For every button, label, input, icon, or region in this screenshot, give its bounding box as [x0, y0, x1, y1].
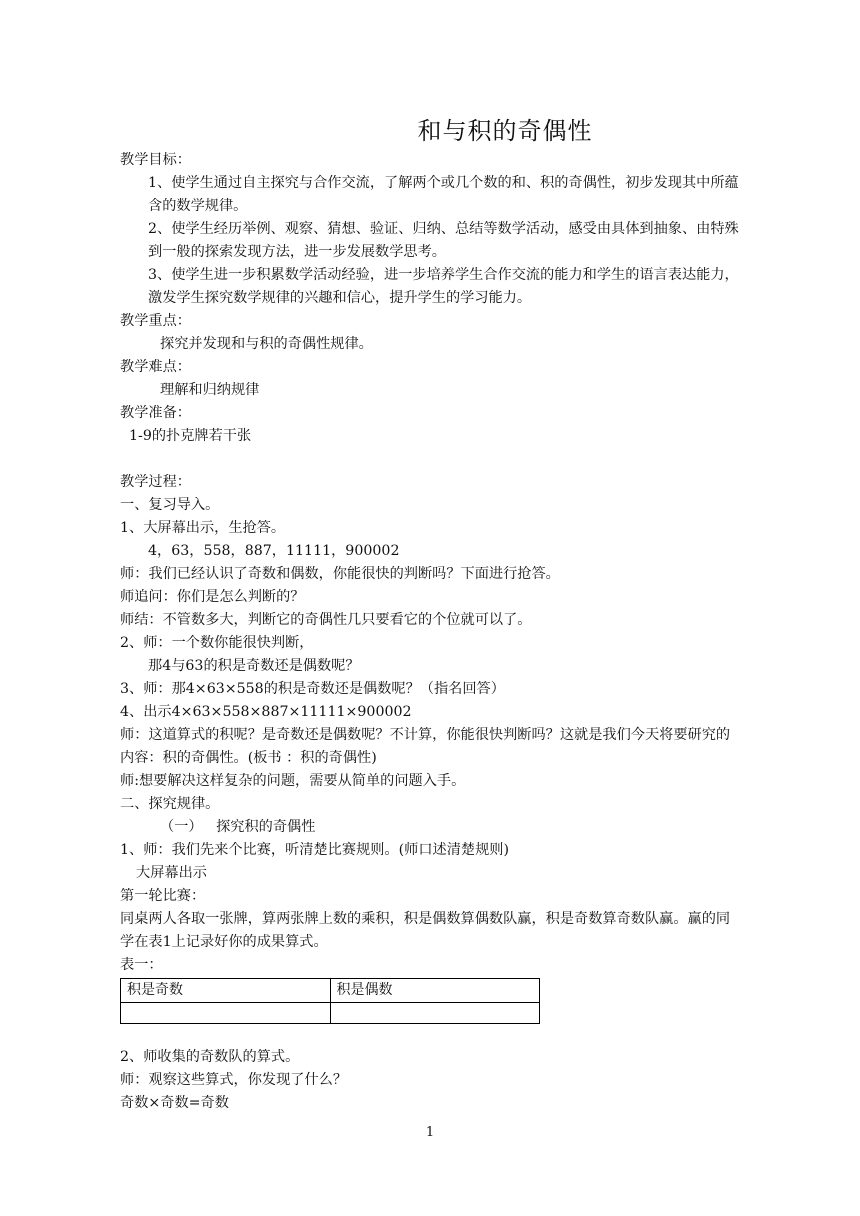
teacher-line-5: 师:想要解决这样复杂的问题，需要从简单的问题入手。 — [120, 773, 466, 789]
step-2-question: 那4与63的积是奇数还是偶数呢？ — [148, 658, 360, 674]
round-step-1: 1、师：我们先来个比赛，听清楚比赛规则。(师口述清楚规则) — [120, 842, 509, 858]
teacher-line-1: 师：我们已经认识了奇数和偶数，你能很快的判断吗？下面进行抢答。 — [120, 566, 560, 582]
difficulty-text: 理解和归纳规律 — [160, 382, 260, 398]
goal-2: 2、使学生经历举例、观察、猜想、验证、归纳、总结等数学活动，感受由具体到抽象、由特殊到一般的探索发现方法，进一步发展数学思考。 — [148, 221, 739, 260]
table-row — [121, 1003, 540, 1024]
page-title: 和与积的奇偶性 — [417, 117, 593, 145]
step-2: 2、师：一个数你能很快判断， — [120, 635, 314, 651]
difficulty-heading: 教学难点： — [120, 359, 191, 375]
blank-line — [120, 1024, 740, 1046]
prep-text: 1-9的扑克牌若干张 — [129, 428, 252, 444]
big-screen-note: 大屏幕出示 — [136, 865, 207, 881]
step-1: 1、大屏幕出示，生抢答。 — [120, 520, 286, 536]
section-2-heading: 二、探究规律。 — [120, 796, 220, 812]
teacher-line-4: 师：这道算式的积呢？是奇数还是偶数呢？不计算，你能很快判断吗？这就是我们今天将要研究的内容：积的奇偶性。(板书 ：积的奇偶性) — [120, 727, 731, 766]
document-body — [120, 149, 740, 1115]
goal-1: 1、使学生通过自主探究与合作交流，了解两个或几个数的和、积的奇偶性，初步发现其中所蕴含的数学规律。 — [148, 175, 739, 214]
goal-3: 3、使学生进一步积累数学活动经验，进一步培养学生合作交流的能力和学生的语言表达能力，激发学生探究数学规律的兴趣和信心，提升学生的学习能力。 — [148, 267, 739, 306]
step-3: 3、师：那4×63×558的积是奇数还是偶数呢？（指名回答） — [120, 681, 505, 697]
section-1-heading: 一、复习导入。 — [120, 497, 220, 513]
round-1-heading: 第一轮比赛： — [120, 888, 206, 904]
prep-heading: 教学准备： — [120, 405, 191, 421]
blank-line — [120, 448, 740, 471]
subsection-1-heading: （一） 探究积的奇偶性 — [160, 819, 316, 835]
round-step-2: 2、师收集的奇数队的算式。 — [120, 1049, 300, 1065]
key-heading: 教学重点： — [120, 313, 191, 329]
page-number: 1 — [425, 1125, 435, 1140]
table-header-odd: 积是奇数 — [121, 979, 331, 1003]
table-cell-empty — [121, 1003, 331, 1024]
table-label: 表一： — [120, 957, 163, 973]
table-row — [121, 979, 540, 1003]
teacher-line-2: 师追问：你们是怎么判断的？ — [120, 589, 305, 605]
rule-odd-times-odd: 奇数×奇数=奇数 — [120, 1095, 229, 1111]
record-table — [120, 978, 540, 1024]
goals-heading: 教学目标： — [120, 152, 191, 168]
step-4: 4、出示4×63×558×887×11111×900002 — [120, 704, 412, 720]
table-cell-empty — [330, 1003, 540, 1024]
process-heading: 教学过程： — [120, 474, 191, 490]
number-list: 4，63，558，887，11111，900002 — [148, 543, 400, 559]
key-text: 探究并发现和与积的奇偶性规律。 — [160, 336, 373, 352]
table-header-even: 积是偶数 — [330, 979, 540, 1003]
teacher-line-6: 师：观察这些算式，你发现了什么？ — [120, 1072, 348, 1088]
round-1-rules: 同桌两人各取一张牌，算两张牌上数的乘积，积是偶数算偶数队赢，积是奇数算奇数队赢。赢的同学在表1上记录好你的成果算式。 — [120, 911, 731, 950]
teacher-line-3: 师结：不管数多大，判断它的奇偶性几只要看它的个位就可以了。 — [120, 612, 532, 628]
